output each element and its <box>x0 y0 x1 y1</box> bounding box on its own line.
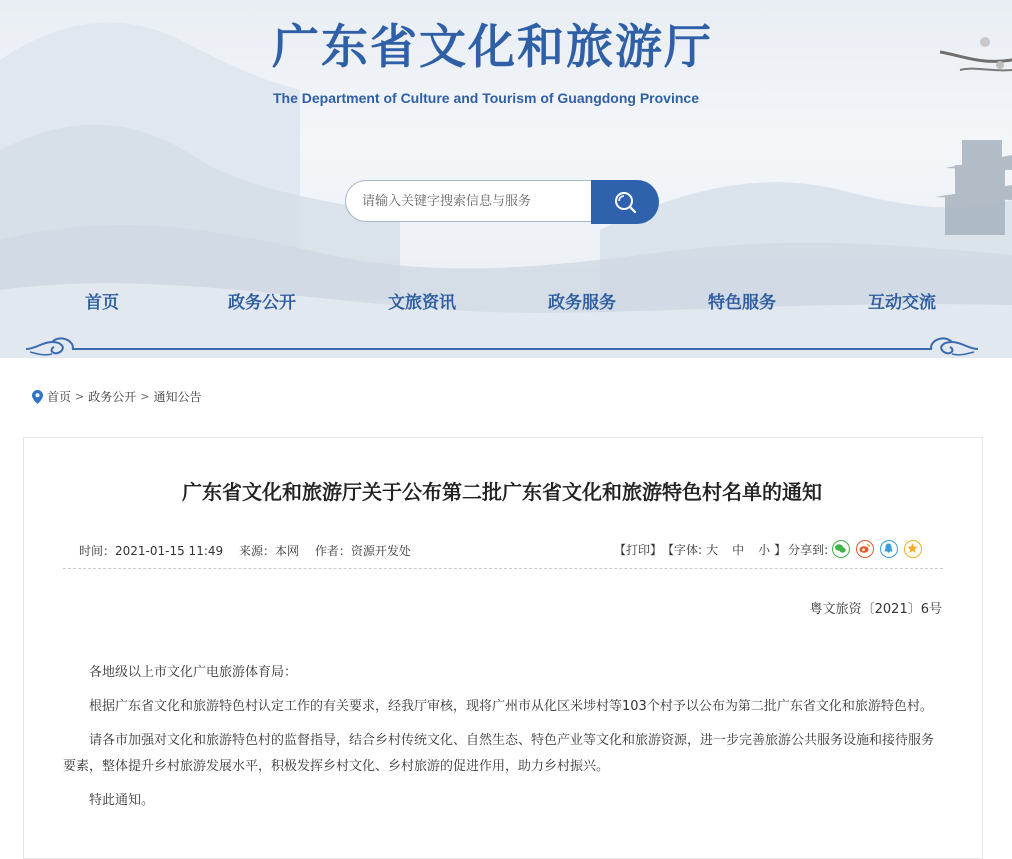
font-small-button[interactable]: 小 <box>758 542 771 557</box>
weibo-icon[interactable] <box>856 540 874 558</box>
site-header <box>0 0 1012 358</box>
search-input[interactable] <box>345 180 606 222</box>
font-large-button[interactable]: 大 <box>706 542 719 557</box>
main-nav <box>22 288 982 318</box>
breadcrumb-notices[interactable]: 通知公告 <box>153 390 202 404</box>
nav-item-culture-tourism-news[interactable]: 文旅资讯 <box>388 293 456 313</box>
nav-item-interaction[interactable]: 互动交流 <box>868 293 936 313</box>
breadcrumb <box>32 388 201 405</box>
site-subtitle: The Department of Culture and Tourism of Guangdong Province <box>273 90 699 106</box>
document-number: 粤文旅资〔2021〕6号 <box>809 602 942 617</box>
search-icon <box>613 190 637 214</box>
article-tools <box>614 540 922 558</box>
article-paragraph: 各地级以上市文化广电旅游体育局： <box>89 665 298 680</box>
nav-item-featured-services[interactable]: 特色服务 <box>708 293 776 313</box>
wechat-icon[interactable] <box>832 540 850 558</box>
search-button[interactable] <box>591 180 659 224</box>
breadcrumb-home[interactable]: 首页 <box>47 390 72 404</box>
font-size-prefix: 【字体: <box>662 542 703 557</box>
article-body <box>63 660 943 822</box>
article-author: 作者：资源开发处 <box>314 544 411 558</box>
breadcrumb-separator: > <box>75 390 85 403</box>
meta-divider <box>63 568 943 569</box>
nav-item-government-affairs[interactable]: 政务公开 <box>228 293 296 313</box>
print-button[interactable]: 【打印】 <box>614 542 663 557</box>
article-title: 广东省文化和旅游厅关于公布第二批广东省文化和旅游特色村名单的通知 <box>182 480 822 504</box>
article-paragraph: 特此通知。 <box>89 793 155 808</box>
share-label: 分享到: <box>788 542 829 557</box>
site-title: 广东省文化和旅游厅 <box>272 20 713 75</box>
article-paragraph: 根据广东省文化和旅游特色村认定工作的有关要求，经我厅审核，现将广州市从化区米埗村等103个村予以公布为第二批广东省文化和旅游特色村。 <box>89 699 933 714</box>
breadcrumb-separator: > <box>140 390 150 403</box>
breadcrumb-government-affairs[interactable]: 政务公开 <box>88 390 137 404</box>
font-medium-button[interactable]: 中 <box>732 542 745 557</box>
article-time: 时间：2021-01-15 11:49 <box>79 544 224 558</box>
article-paragraph: 请各市加强对文化和旅游特色村的监督指导，结合乡村传统文化、自然生态、特色产业等文化和旅游资源，进一步完善旅游公共服务设施和接待服务要素，整体提升乡村旅游发展水平，积极发挥乡村文化、乡村旅游的促进作用，助力乡村振兴。 <box>63 733 935 774</box>
location-pin-icon <box>32 390 43 404</box>
nav-item-home[interactable]: 首页 <box>85 293 119 313</box>
font-size-suffix: 】 <box>774 542 787 557</box>
article-meta <box>79 542 423 559</box>
article-source: 来源：本网 <box>238 544 299 558</box>
share-icons <box>832 540 922 558</box>
nav-divider <box>22 332 982 358</box>
nav-item-government-services[interactable]: 政务服务 <box>548 293 616 313</box>
search-bar <box>345 180 659 224</box>
qzone-icon[interactable] <box>904 540 922 558</box>
qq-icon[interactable] <box>880 540 898 558</box>
